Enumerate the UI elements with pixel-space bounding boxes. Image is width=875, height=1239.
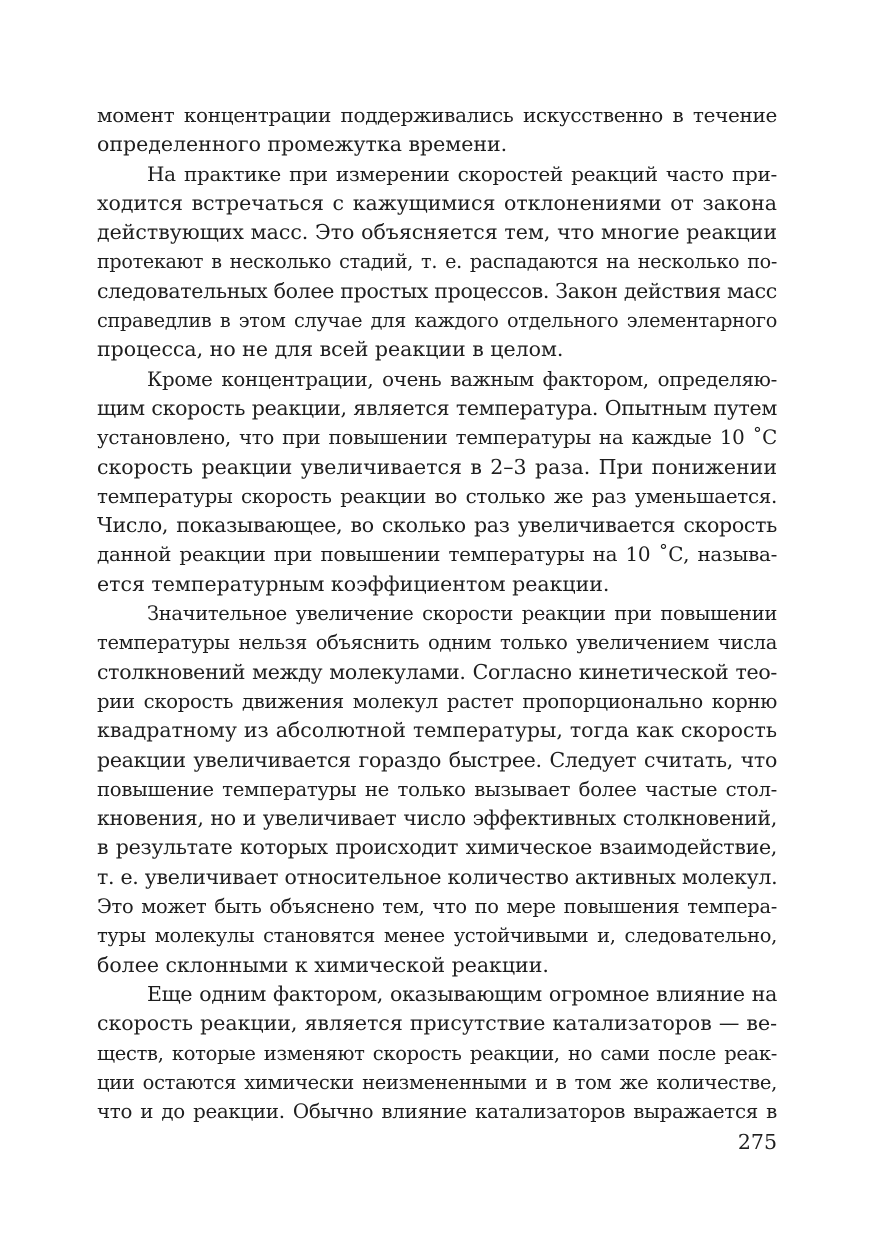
text-line: Еще одним фактором, оказывающим огромное влияние на — [147, 981, 777, 1006]
paragraph — [97, 599, 777, 980]
text-line: квадратному из абсолютной температуры, тогда как скорость — [97, 718, 777, 743]
paragraph — [97, 980, 777, 1126]
text-line: Значительное увеличение скорости реакции при повышении — [147, 602, 777, 626]
text-line: Кроме концентрации, очень важным фактором, определяю- — [147, 367, 777, 391]
paragraph — [97, 160, 777, 365]
text-line: более склонными к химической реакции. — [97, 952, 549, 977]
text-line: реакции увеличивается гораздо быстрее. Следует считать, что — [97, 747, 777, 772]
text-line: Это может быть объяснено тем, что по мере повышения темпера- — [97, 895, 777, 919]
text-line: процесса, но не для всей реакции в целом. — [97, 337, 564, 362]
text-line: столкновений между молекулами. Согласно кинетической тео- — [97, 659, 777, 684]
text-line: справедлив в этом случае для каждого отдельного элементарного — [97, 309, 777, 333]
text-line: повышение температуры не только вызывает более частые стол- — [97, 777, 777, 801]
text-line: ется температурным коэффициентом реакции. — [97, 571, 610, 596]
text-line: Число, показывающее, во сколько раз увеличивается скорость — [97, 513, 777, 538]
text-line: установлено, что при повышении температуры на каждые 10 ˚С — [97, 426, 777, 450]
text-line: данной реакции при повышении температуры на 10 ˚С, называ- — [97, 543, 777, 567]
text-line: следовательных более простых процессов. Закон действия масс — [97, 278, 777, 303]
page-text — [97, 101, 777, 1126]
text-line: скорость реакции увеличивается в 2–3 раза. При понижении — [97, 454, 777, 479]
text-line: температуры скорость реакции во столько же раз уменьшается. — [97, 484, 777, 508]
text-line: протекают в несколько стадий, т. е. распадаются на несколько по- — [97, 250, 777, 274]
text-line: На практике при измерении скоростей реакций часто при- — [147, 161, 777, 186]
text-line: рии скорость движения молекул растет пропорционально корню — [97, 689, 777, 713]
text-line: кновения, но и увеличивает число эффективных столкновений, — [97, 806, 777, 831]
text-line: ходится встречаться с кажущимися отклонениями от закона — [97, 190, 777, 215]
paragraph — [97, 101, 777, 160]
text-line: определенного промежутка времени. — [97, 132, 508, 157]
text-line: момент концентрации поддерживались искусственно в течение — [97, 103, 777, 127]
text-line: т. е. увеличивает относительное количество активных молекул. — [97, 864, 778, 889]
text-line: туры молекулы становятся менее устойчивыми и, следовательно, — [97, 924, 777, 948]
text-line: температуры нельзя объяснить одним только увеличением числа — [97, 631, 777, 655]
text-line: в результате которых происходит химическое взаимодействие, — [97, 835, 777, 860]
text-line: щим скорость реакции, является температура. Опытным путем — [97, 395, 777, 420]
text-line: ции остаются химически неизмененными и в том же количестве, — [97, 1070, 777, 1094]
text-line: действующих масс. Это объясняется тем, что многие реакции — [97, 220, 777, 245]
paragraph — [97, 365, 777, 599]
text-line: ществ, которые изменяют скорость реакции, но сами после реак- — [97, 1041, 777, 1065]
text-line: что и до реакции. Обычно влияние катализаторов выражается в — [97, 1100, 777, 1124]
text-line: скорость реакции, является присутствие катализаторов — ве- — [97, 1011, 777, 1036]
page-number: 275 — [737, 1130, 777, 1154]
